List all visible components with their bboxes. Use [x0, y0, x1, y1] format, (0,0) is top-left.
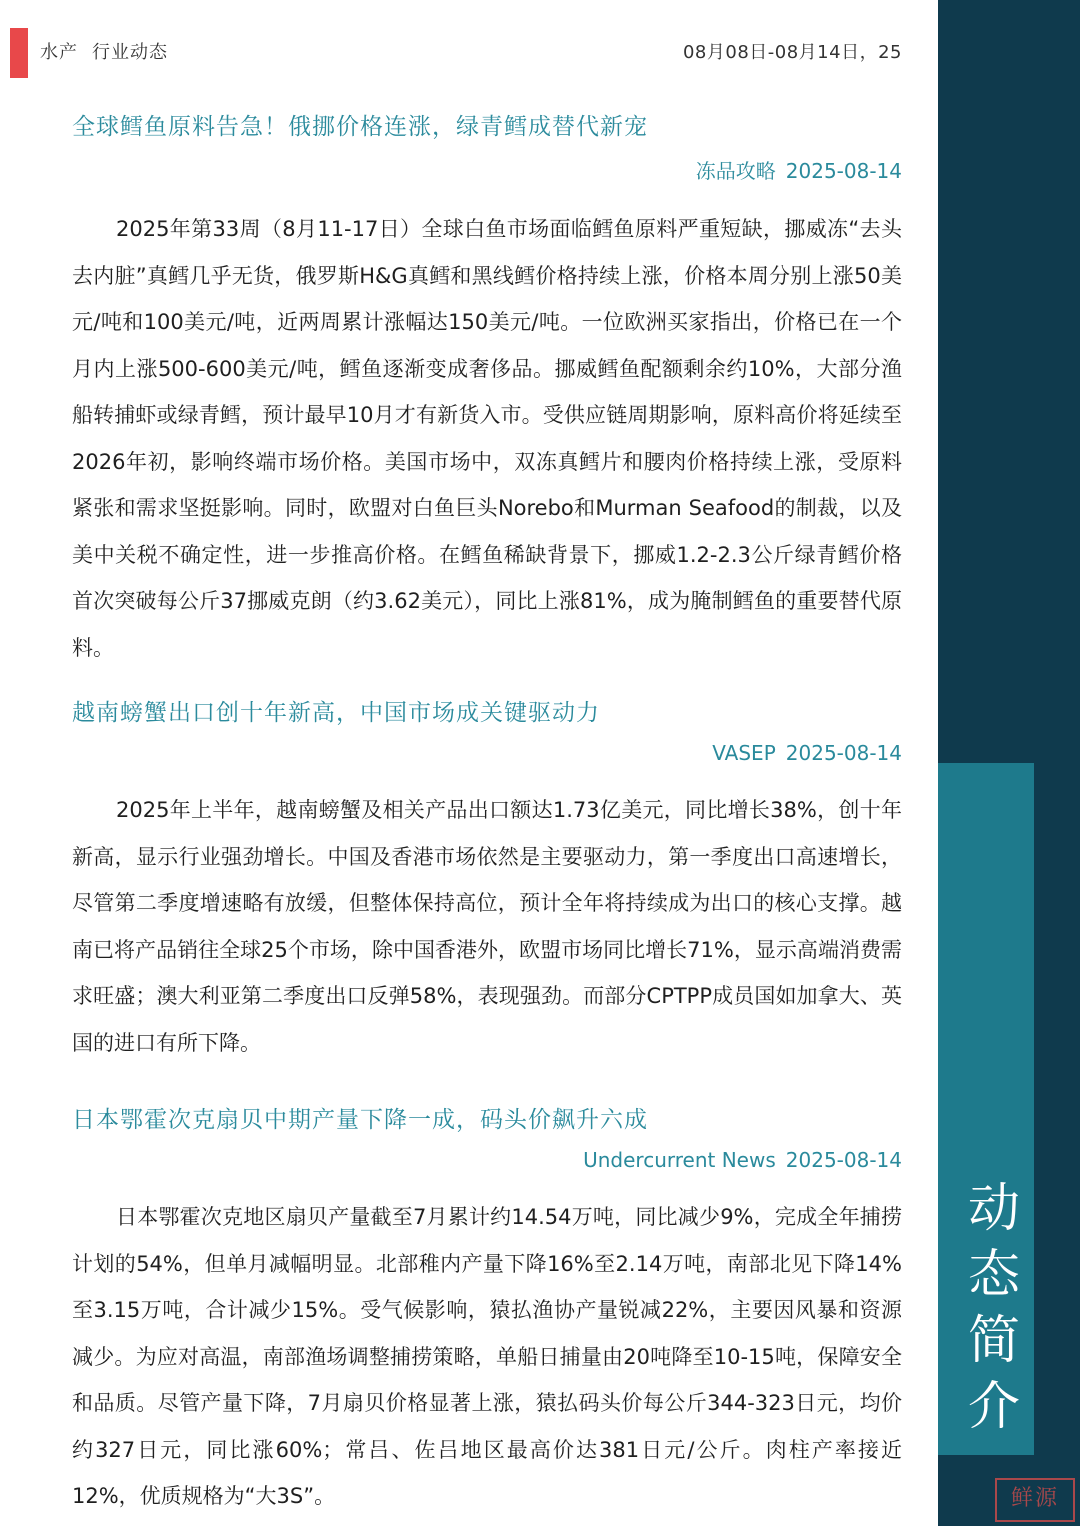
sidebar-title-char: 简	[967, 1311, 1020, 1371]
article-title[interactable]: 日本鄂霍次克扇贝中期产量下降一成，码头价飙升六成	[72, 1107, 648, 1133]
sidebar-title	[938, 1176, 1050, 1440]
article-body: 2025年第33周（8月11-17日）全球白鱼市场面临鳕鱼原料严重短缺，挪威冻“去头去内脏”真鳕几乎无货，俄罗斯H&G真鳕和黑线鳕价格持续上涨，价格本周分别上涨50美元/吨和100美元/吨，近两周累计涨幅达150美元/吨。一位欧洲买家指出，价格已在一个月内上涨500-600美元/吨，鳕鱼逐渐变成奢侈品。挪威鳕鱼配额剩余约10%，大部分渔船转捕虾或绿青鳕，预计最早10月才有新货入市。受供应链周期影响，原料高价将延续至2026年初，影响终端市场价格。美国市场中，双冻真鳕片和腰肉价格持续上涨，受原料紧张和需求坚挺影响。同时，欧盟对白鱼巨头Norebo和Murman Seafood的制裁，以及美中关税不确定性，进一步推高价格。在鳕鱼稀缺背景下，挪威1.2-2.3公斤绿青鳕价格首次突破每公斤37挪威克朗（约3.62美元），同比上涨81%，成为腌制鳕鱼的重要替代原料。	[72, 217, 902, 660]
article-meta	[72, 1148, 902, 1172]
article-source: Undercurrent News	[583, 1148, 776, 1172]
article-title[interactable]: 全球鳕鱼原料告急！俄挪价格连涨，绿青鳕成替代新宠	[72, 114, 648, 140]
article-3	[72, 1101, 902, 1520]
article-source: VASEP	[712, 741, 776, 765]
header-category	[40, 38, 168, 64]
article-source: 冻品攻略	[695, 159, 776, 183]
sidebar-title-char: 介	[967, 1377, 1020, 1437]
article-meta	[72, 155, 902, 184]
article-date: 2025-08-14	[785, 159, 902, 183]
article-body: 日本鄂霍次克地区扇贝产量截至7月累计约14.54万吨，同比减少9%，完成全年捕捞计划的54%，但单月减幅明显。北部稚内产量下降16%至2.14万吨，南部北见下降14%至3.15万吨，合计减少15%。受气候影响，猿払渔协产量锐减22%，主要因风暴和资源减少。为应对高温，南部渔场调整捕捞策略，单船日捕量由20吨降至10-15吨，保障安全和品质。尽管产量下降，7月扇贝价格显著上涨，猿払码头价每公斤344-323日元，均价约327日元，同比涨60%；常吕、佐吕地区最高价达381日元/公斤。肉柱产率接近12%，优质规格为“大3S”。	[72, 1205, 902, 1508]
watermark-stamp: 鲜源	[995, 1478, 1075, 1522]
article-body: 2025年上半年，越南螃蟹及相关产品出口额达1.73亿美元，同比增长38%，创十年新高，显示行业强劲增长。中国及香港市场依然是主要驱动力，第一季度出口高速增长，尽管第二季度增速略有放缓，但整体保持高位，预计全年将持续成为出口的核心支撑。越南已将产品销往全球25个市场，除中国香港外，欧盟市场同比增长71%，显示高端消费需求旺盛；澳大利亚第二季度出口反弹58%，表现强劲。而部分CPTPP成员国如加拿大、英国的进口有所下降。	[72, 798, 902, 1055]
article-meta	[72, 741, 902, 765]
article-2	[72, 694, 902, 1066]
article-date: 2025-08-14	[785, 1148, 902, 1172]
article-title[interactable]: 越南螃蟹出口创十年新高，中国市场成关键驱动力	[72, 700, 600, 726]
header-date-range: 08月08日-08月14日，25	[682, 42, 902, 63]
article-date: 2025-08-14	[785, 741, 902, 765]
sidebar-title-char: 态	[967, 1245, 1020, 1305]
header-accent-bar	[10, 28, 28, 78]
sidebar-title-char: 动	[967, 1179, 1020, 1239]
article-1	[72, 108, 902, 671]
header-category-label: 水产	[40, 42, 78, 63]
header-section-label: 行业动态	[92, 42, 168, 63]
